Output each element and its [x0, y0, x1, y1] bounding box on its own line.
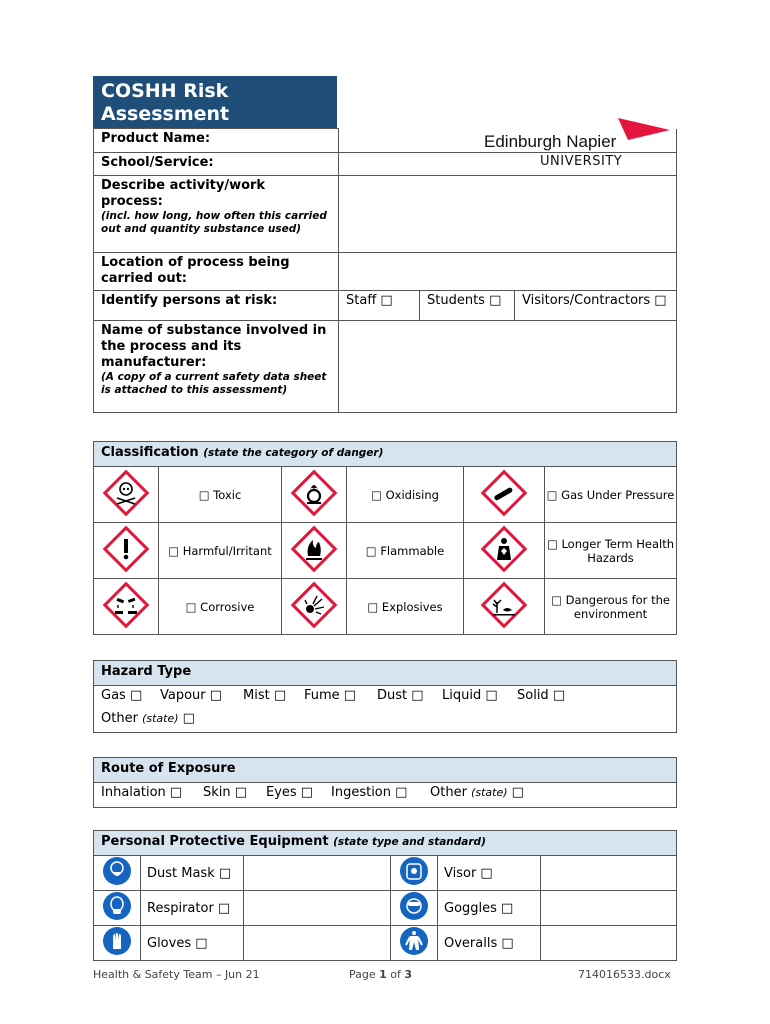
- overalls-icon: [399, 926, 429, 956]
- explosives-label: □ Explosives: [367, 599, 443, 614]
- logo-sub: UNIVERSITY: [540, 154, 623, 169]
- gloves-field[interactable]: [244, 926, 391, 961]
- hazard-other-option[interactable]: [101, 711, 195, 726]
- logo-name: Edinburgh Napier: [484, 132, 617, 151]
- respirator-icon: [102, 891, 132, 921]
- flammable-option[interactable]: [347, 523, 464, 579]
- dust-mask-icon: [102, 856, 132, 886]
- footer-page-total: 3: [404, 968, 413, 981]
- toxic-option[interactable]: [159, 467, 282, 523]
- hazard-type-options: [94, 686, 677, 733]
- hazard-mist-option[interactable]: Mist □: [243, 688, 287, 703]
- classification-heading: [94, 442, 677, 467]
- document-title: COSHH Risk Assessment: [93, 76, 337, 128]
- health-hazard-icon: [479, 524, 529, 574]
- hazard-solid-option[interactable]: Solid □: [517, 688, 566, 703]
- hazard-type-heading: [94, 661, 677, 686]
- health-hazard-option[interactable]: [545, 523, 677, 579]
- hazard-fume-option[interactable]: Fume □: [304, 688, 357, 703]
- ppe-heading-note: (state type and standard): [333, 836, 486, 848]
- classification-heading-note: (state the category of danger): [203, 447, 384, 459]
- respirator-pictogram: [94, 891, 141, 926]
- substance-field[interactable]: [339, 321, 677, 413]
- location-label: [94, 253, 339, 291]
- oxidising-pictogram: [282, 467, 347, 523]
- hazard-other-text: Other: [101, 711, 138, 726]
- environment-label: □ Dangerous for the environment: [551, 592, 670, 621]
- environment-option[interactable]: [545, 579, 677, 635]
- route-eyes-option[interactable]: Eyes □: [266, 785, 314, 800]
- product-name-text: Product Name:: [101, 131, 211, 146]
- location-text: Location of process being carried out:: [101, 255, 290, 286]
- gloves-icon: [102, 926, 132, 956]
- gas-cylinder-icon: [479, 468, 529, 518]
- overalls-pictogram: [391, 926, 438, 961]
- footer-page: [349, 968, 412, 981]
- hazard-liquid-option[interactable]: Liquid □: [442, 688, 498, 703]
- environment-pictogram: [464, 579, 545, 635]
- footer-page-prefix: Page: [349, 968, 376, 981]
- activity-note: (incl. how long, how often this carried out and quantity substance used): [101, 210, 327, 235]
- oxidising-option[interactable]: [347, 467, 464, 523]
- gloves-label: Gloves □: [147, 935, 208, 951]
- hazard-other-note: (state): [142, 712, 179, 725]
- harmful-label: □ Harmful/Irritant: [168, 543, 272, 558]
- exclamation-mark-icon: [101, 524, 151, 574]
- ppe-heading: [94, 831, 677, 856]
- substance-text: Name of substance involved in the process and its manufacturer:: [101, 323, 327, 370]
- oxidising-label: □ Oxidising: [371, 487, 439, 502]
- visor-pictogram: [391, 856, 438, 891]
- dust-mask-field[interactable]: [244, 856, 391, 891]
- activity-text: Describe activity/work process:: [101, 178, 266, 209]
- gas-option[interactable]: [545, 467, 677, 523]
- flammable-label: □ Flammable: [365, 543, 445, 558]
- activity-label: [94, 176, 339, 253]
- route-inhalation-option[interactable]: Inhalation □: [101, 785, 183, 800]
- persons-visitors-text: Visitors/Contractors □: [522, 293, 667, 308]
- school-service-text: School/Service:: [101, 155, 214, 170]
- persons-staff-text: Staff □: [346, 293, 393, 308]
- overalls-option[interactable]: [438, 926, 541, 961]
- route-ingestion-option[interactable]: Ingestion □: [331, 785, 408, 800]
- activity-field[interactable]: [339, 176, 677, 253]
- harmful-pictogram: [94, 523, 159, 579]
- goggles-icon: [399, 891, 429, 921]
- visor-field[interactable]: [541, 856, 677, 891]
- respirator-option[interactable]: [141, 891, 244, 926]
- route-other-box: □: [511, 785, 524, 800]
- flame-icon: [289, 524, 339, 574]
- corrosive-pictogram: [94, 579, 159, 635]
- dust-mask-label: Dust Mask □: [147, 865, 232, 881]
- toxic-pictogram: [94, 467, 159, 523]
- school-service-label: [94, 153, 339, 176]
- product-name-field[interactable]: [339, 129, 677, 153]
- location-field[interactable]: [339, 253, 677, 291]
- gas-label: □ Gas Under Pressure: [546, 487, 675, 502]
- dust-mask-option[interactable]: [141, 856, 244, 891]
- flame-over-circle-icon: [289, 468, 339, 518]
- ppe-table: [93, 830, 677, 961]
- hazard-type-heading-text: Hazard Type: [101, 664, 192, 679]
- harmful-option[interactable]: [159, 523, 282, 579]
- hazard-other-box: □: [182, 711, 195, 726]
- persons-label: [94, 291, 339, 321]
- route-table: [93, 757, 677, 808]
- visor-label: Visor □: [444, 865, 493, 881]
- goggles-option[interactable]: [438, 891, 541, 926]
- route-heading: [94, 758, 677, 783]
- hazard-gas-option[interactable]: Gas □: [101, 688, 143, 703]
- gloves-pictogram: [94, 926, 141, 961]
- substance-label: [94, 321, 339, 413]
- goggles-field[interactable]: [541, 891, 677, 926]
- explosives-option[interactable]: [347, 579, 464, 635]
- persons-staff[interactable]: [339, 291, 420, 321]
- skull-crossbones-icon: [101, 468, 151, 518]
- route-options: [94, 783, 677, 808]
- corrosive-label: □ Corrosive: [185, 599, 255, 614]
- visor-option[interactable]: [438, 856, 541, 891]
- respirator-label: Respirator □: [147, 900, 231, 916]
- explosives-pictogram: [282, 579, 347, 635]
- hazard-vapour-option[interactable]: Vapour □: [160, 688, 223, 703]
- school-service-field[interactable]: [339, 153, 677, 176]
- info-table: [93, 128, 677, 413]
- footer-filename: 714016533.docx: [578, 968, 671, 981]
- environment-icon: [479, 580, 529, 630]
- persons-visitors[interactable]: [515, 291, 677, 321]
- corrosion-icon: [101, 580, 151, 630]
- route-heading-text: Route of Exposure: [101, 761, 236, 776]
- dust-mask-pictogram: [94, 856, 141, 891]
- footer-page-of: of: [390, 968, 401, 981]
- gloves-option[interactable]: [141, 926, 244, 961]
- route-other-option[interactable]: [430, 785, 524, 800]
- flammable-pictogram: [282, 523, 347, 579]
- health-hazard-label: □ Longer Term Health Hazards: [546, 536, 675, 565]
- gas-pictogram: [464, 467, 545, 523]
- visor-icon: [399, 856, 429, 886]
- goggles-label: Goggles □: [444, 900, 514, 916]
- footer-page-current: 1: [379, 968, 387, 981]
- route-other-note: (state): [471, 786, 508, 799]
- hazard-dust-option[interactable]: Dust □: [377, 688, 424, 703]
- goggles-pictogram: [391, 891, 438, 926]
- corrosive-option[interactable]: [159, 579, 282, 635]
- hazard-type-table: [93, 660, 677, 733]
- classification-heading-text: Classification: [101, 445, 199, 460]
- exploding-bomb-icon: [289, 580, 339, 630]
- respirator-field[interactable]: [244, 891, 391, 926]
- overalls-field[interactable]: [541, 926, 677, 961]
- classification-table: [93, 441, 677, 635]
- route-skin-option[interactable]: Skin □: [203, 785, 248, 800]
- product-name-label: [94, 129, 339, 153]
- persons-students[interactable]: [420, 291, 515, 321]
- overalls-label: Overalls □: [444, 935, 514, 951]
- substance-note: (A copy of a current safety data sheet is attached to this assessment): [101, 371, 327, 396]
- health-hazard-pictogram: [464, 523, 545, 579]
- footer-left: Health & Safety Team – Jun 21: [93, 968, 260, 981]
- persons-text: Identify persons at risk:: [101, 293, 278, 308]
- route-other-text: Other: [430, 785, 467, 800]
- persons-students-text: Students □: [427, 293, 502, 308]
- toxic-label: □ Toxic: [198, 487, 242, 502]
- ppe-heading-text: Personal Protective Equipment: [101, 834, 329, 849]
